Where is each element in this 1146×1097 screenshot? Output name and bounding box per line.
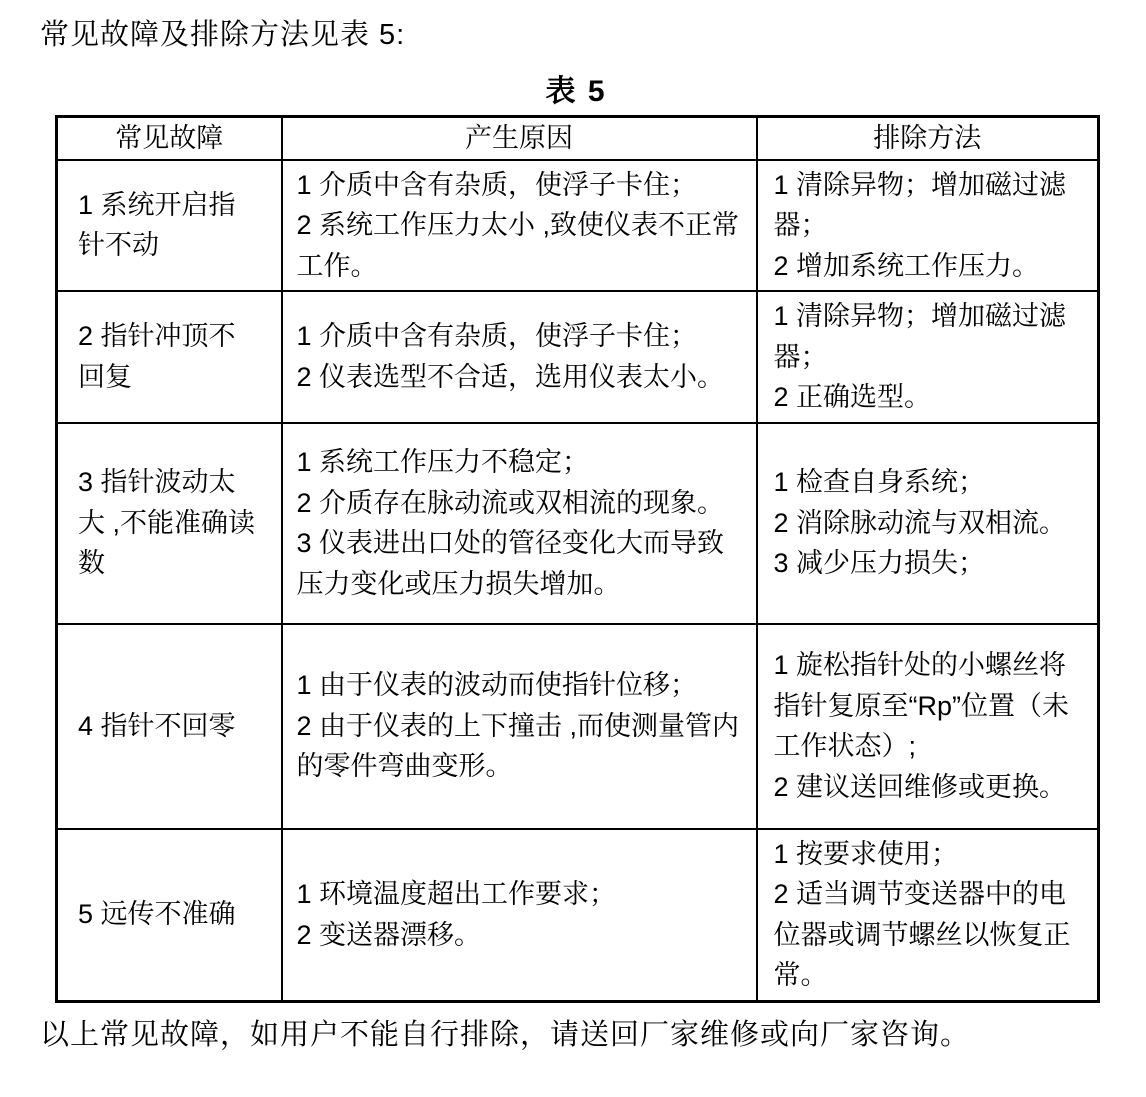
remedy-item: 3 减少压力损失； bbox=[773, 548, 986, 579]
table-row bbox=[57, 291, 1099, 423]
cause-item: 3 仪表进出口处的管径变化大而导致压力变化或压力损失增加。 bbox=[296, 528, 725, 599]
footer-note: 以上常见故障，如用户不能自行排除，请送回厂家维修或向厂家咨询。 bbox=[40, 1019, 971, 1051]
remedy-item: 2 建议送回维修或更换。 bbox=[773, 771, 1067, 802]
remedy-item: 2 正确选型。 bbox=[773, 382, 932, 412]
fault-text: 3 指针波动太大 ,不能准确读数 bbox=[78, 467, 256, 579]
table-title: 表 5 bbox=[545, 75, 607, 108]
remedy-item: 1 检查自身系统； bbox=[773, 467, 986, 498]
header-remedy: 排除方法 bbox=[757, 117, 1099, 160]
remedy-cell bbox=[757, 624, 1099, 829]
remedy-item: 1 清除异物；增加磁过滤器； bbox=[773, 169, 1067, 240]
fault-text: 2 指针冲顶不回复 bbox=[78, 321, 236, 392]
remedy-cell bbox=[757, 423, 1099, 624]
remedy-item: 1 按要求使用； bbox=[773, 838, 959, 869]
fault-cell bbox=[57, 291, 282, 423]
table-row bbox=[57, 160, 1099, 292]
fault-text: 5 远传不准确 bbox=[78, 899, 236, 930]
remedy-item: 2 消除脉动流与双相流。 bbox=[773, 507, 1067, 538]
table-header-row bbox=[57, 117, 1099, 160]
cause-cell bbox=[282, 829, 757, 1002]
fault-text: 4 指针不回零 bbox=[78, 710, 236, 741]
cause-item: 1 介质中含有杂质，使浮子卡住； bbox=[296, 321, 698, 352]
cause-item: 2 仪表选型不合适，选用仪表太小。 bbox=[296, 361, 725, 392]
cause-item: 1 系统工作压力不稳定； bbox=[296, 447, 590, 477]
fault-cell bbox=[57, 160, 282, 292]
cause-cell bbox=[282, 291, 757, 423]
fault-cell bbox=[57, 624, 282, 829]
cause-item: 1 环境温度超出工作要求； bbox=[296, 879, 617, 909]
table-row bbox=[57, 624, 1099, 829]
table-row bbox=[57, 423, 1099, 624]
cause-cell bbox=[282, 423, 757, 624]
remedy-cell bbox=[757, 829, 1099, 1002]
header-cause: 产生原因 bbox=[282, 117, 757, 160]
cause-item: 2 由于仪表的上下撞击 ,而使测量管内的零件弯曲变形。 bbox=[296, 710, 740, 782]
cause-cell bbox=[282, 160, 757, 292]
cause-item: 2 变送器漂移。 bbox=[296, 919, 482, 950]
fault-text: 1 系统开启指针不动 bbox=[78, 189, 236, 261]
remedy-item: 1 旋松指针处的小螺丝将指针复原至“Rp”位置（未工作状态）; bbox=[773, 650, 1069, 761]
intro-text: 常见故障及排除方法见表 5: bbox=[40, 19, 406, 51]
header-fault: 常见故障 bbox=[57, 117, 282, 160]
cause-item: 1 由于仪表的波动而使指针位移； bbox=[296, 670, 698, 701]
cause-cell bbox=[282, 624, 757, 829]
cause-item: 1 介质中含有杂质，使浮子卡住； bbox=[296, 169, 698, 200]
cause-item: 2 介质存在脉动流或双相流的现象。 bbox=[296, 487, 725, 518]
cause-item: 2 系统工作压力太小 ,致使仪表不正常工作。 bbox=[296, 210, 740, 281]
remedy-item: 2 增加系统工作压力。 bbox=[773, 250, 1040, 281]
fault-cell bbox=[57, 829, 282, 1002]
fault-table bbox=[55, 115, 1100, 1003]
table-row bbox=[57, 829, 1099, 1002]
remedy-cell bbox=[757, 291, 1099, 423]
remedy-cell bbox=[757, 160, 1099, 292]
remedy-item: 1 清除异物；增加磁过滤器； bbox=[773, 301, 1067, 372]
fault-cell bbox=[57, 423, 282, 624]
remedy-item: 2 适当调节变送器中的电位器或调节螺丝以恢复正常。 bbox=[773, 879, 1071, 990]
